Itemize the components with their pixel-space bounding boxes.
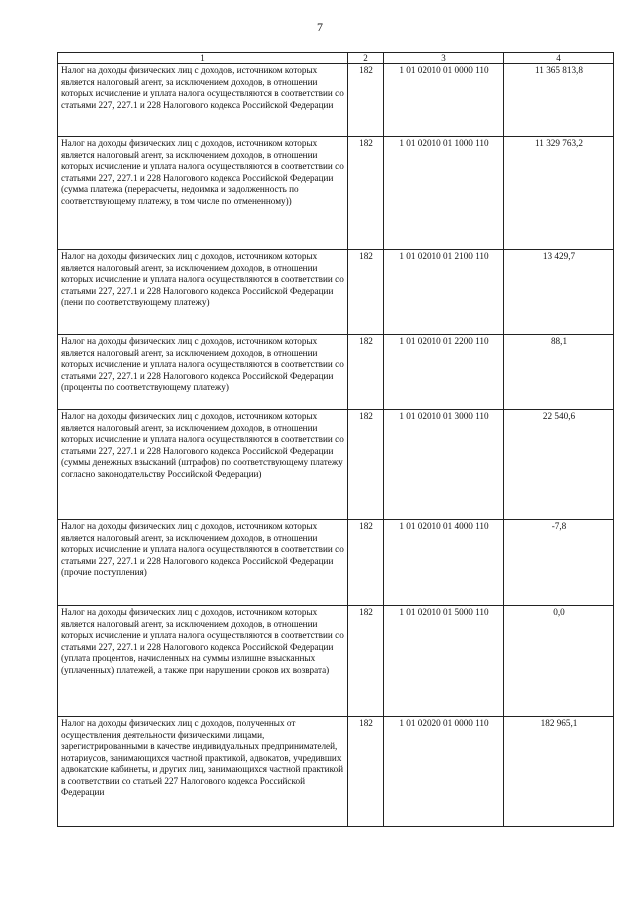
column-header-description: 1: [58, 53, 348, 64]
row-admin-code: 182: [348, 64, 384, 137]
row-amount: 88,1: [504, 335, 614, 410]
row-description: Налог на доходы физических лиц с доходов, источником которых является налоговый агент, за исключением доходов, в отношении которых исчисление и уплата налога осуществляются в соответствии со статьями 227, 227.1 и 228 Налогового кодекса Российской Федерации (пени по соответствующему платежу): [58, 250, 348, 335]
page-number: 7: [317, 20, 323, 34]
row-amount: 182 965,1: [504, 717, 614, 827]
table-header-row: [58, 53, 614, 64]
row-amount: 13 429,7: [504, 250, 614, 335]
row-admin-code: 182: [348, 717, 384, 827]
table-row: [58, 520, 614, 606]
revenue-table: [57, 52, 614, 827]
row-admin-code: 182: [348, 335, 384, 410]
table-row: [58, 137, 614, 250]
row-budget-code: 1 01 02010 01 1000 110: [384, 137, 504, 250]
row-description: Налог на доходы физических лиц с доходов, источником которых является налоговый агент, за исключением доходов, в отношении которых исчисление и уплата налога осуществляются в соответствии со статьями 227, 227.1 и 228 Налогового кодекса Российской Федерации (уплата процентов, начисленных на суммы излишне взысканных (уплаченных) платежей, а также при нарушении сроков их возврата): [58, 606, 348, 717]
row-amount: -7,8: [504, 520, 614, 606]
row-budget-code: 1 01 02010 01 2100 110: [384, 250, 504, 335]
row-description: Налог на доходы физических лиц с доходов, полученных от осуществления деятельности физическими лицами, зарегистрированными в качестве индивидуальных предпринимателей, нотариусов, занимающихся частной практикой, адвокатов, учредивших адвокатские кабинеты, и других лиц, занимающихся частной практикой в соответствии со статьей 227 Налогового кодекса Российской Федерации: [58, 717, 348, 827]
table-row: [58, 335, 614, 410]
row-budget-code: 1 01 02010 01 3000 110: [384, 410, 504, 520]
column-header-admin: 2: [348, 53, 384, 64]
table-row: [58, 64, 614, 137]
row-admin-code: 182: [348, 250, 384, 335]
row-admin-code: 182: [348, 410, 384, 520]
row-description: Налог на доходы физических лиц с доходов, источником которых является налоговый агент, за исключением доходов, в отношении которых исчисление и уплата налога осуществляются в соответствии со статьями 227, 227.1 и 228 Налогового кодекса Российской Федерации (прочие поступления): [58, 520, 348, 606]
row-budget-code: 1 01 02010 01 5000 110: [384, 606, 504, 717]
table-row: [58, 410, 614, 520]
row-budget-code: 1 01 02020 01 0000 110: [384, 717, 504, 827]
row-admin-code: 182: [348, 520, 384, 606]
row-description: Налог на доходы физических лиц с доходов, источником которых является налоговый агент, за исключением доходов, в отношении которых исчисление и уплата налога осуществляются в соответствии со статьями 227, 227.1 и 228 Налогового кодекса Российской Федерации (суммы денежных взысканий (штрафов) по соответствующему платежу согласно законодательству Российской Федерации): [58, 410, 348, 520]
row-description: Налог на доходы физических лиц с доходов, источником которых является налоговый агент, за исключением доходов, в отношении которых исчисление и уплата налога осуществляются в соответствии со статьями 227, 227.1 и 228 Налогового кодекса Российской Федерации (сумма платежа (перерасчеты, недоимка и задолженность по соответствующему платежу, в том числе по отмененному)): [58, 137, 348, 250]
row-description: Налог на доходы физических лиц с доходов, источником которых является налоговый агент, за исключением доходов, в отношении которых исчисление и уплата налога осуществляются в соответствии со статьями 227, 227.1 и 228 Налогового кодекса Российской Федерации (проценты по соответствующему платежу): [58, 335, 348, 410]
row-admin-code: 182: [348, 137, 384, 250]
column-header-code: 3: [384, 53, 504, 64]
row-budget-code: 1 01 02010 01 4000 110: [384, 520, 504, 606]
row-budget-code: 1 01 02010 01 0000 110: [384, 64, 504, 137]
table-row: [58, 250, 614, 335]
row-description: Налог на доходы физических лиц с доходов, источником которых является налоговый агент, за исключением доходов, в отношении которых исчисление и уплата налога осуществляются в соответствии со статьями 227, 227.1 и 228 Налогового кодекса Российской Федерации: [58, 64, 348, 137]
row-budget-code: 1 01 02010 01 2200 110: [384, 335, 504, 410]
row-amount: 22 540,6: [504, 410, 614, 520]
column-header-amount: 4: [504, 53, 614, 64]
table-row: [58, 717, 614, 827]
row-amount: 0,0: [504, 606, 614, 717]
table-row: [58, 606, 614, 717]
row-admin-code: 182: [348, 606, 384, 717]
row-amount: 11 365 813,8: [504, 64, 614, 137]
row-amount: 11 329 763,2: [504, 137, 614, 250]
